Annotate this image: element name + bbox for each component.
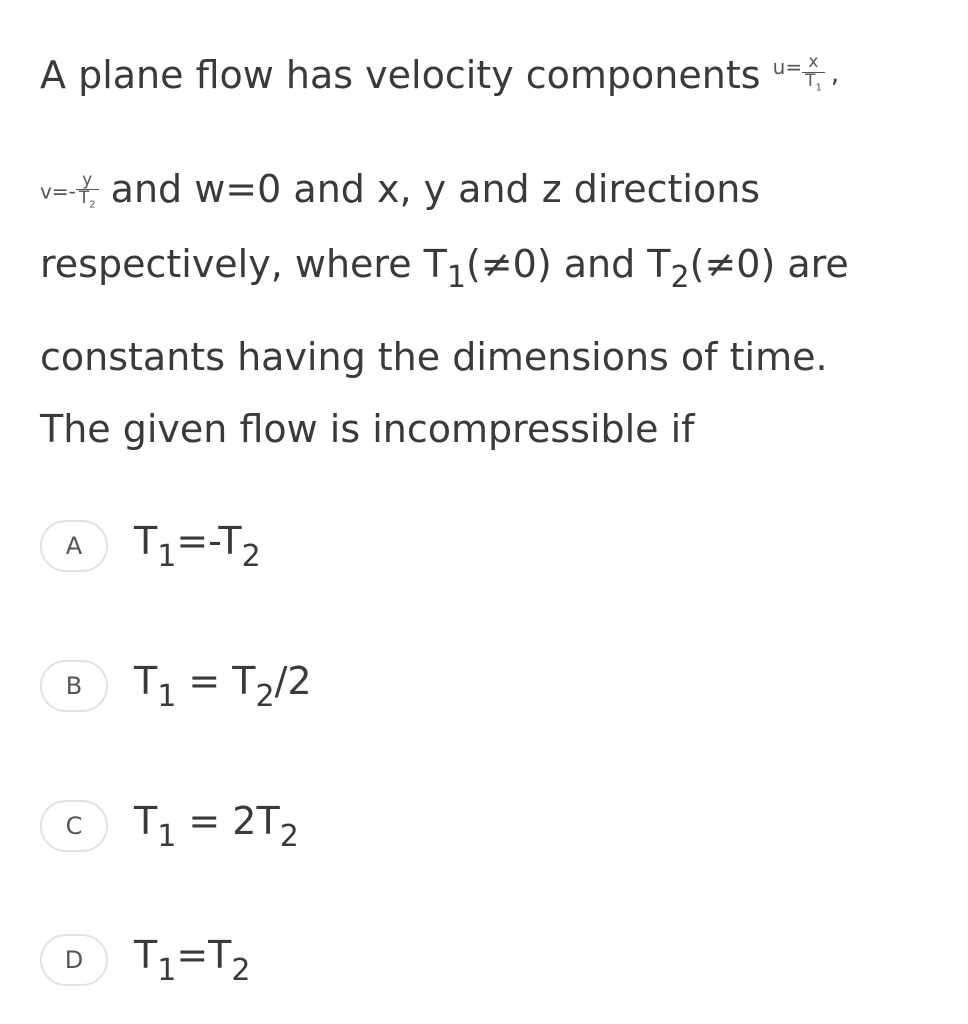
option-text: = T	[176, 658, 256, 703]
subscript: 2	[255, 678, 275, 714]
option-d[interactable]	[40, 930, 250, 990]
subscript: 2	[279, 818, 299, 854]
option-a-letter[interactable]: A	[40, 520, 108, 572]
u-den-symbol: T	[805, 70, 816, 91]
v-denominator	[76, 190, 99, 211]
v-den-subscript: 2	[89, 199, 96, 211]
option-b[interactable]	[40, 656, 312, 716]
v-fraction	[76, 169, 99, 212]
subscript: 1	[157, 538, 177, 574]
subscript: 2	[670, 260, 690, 295]
u-numerator: x	[802, 54, 825, 73]
option-text: =-T	[176, 518, 242, 563]
question-text: and w=0 and x, y and z directions	[98, 167, 761, 211]
u-denominator	[802, 70, 825, 94]
question-line-4: constants having the dimensions of time.	[40, 335, 828, 379]
u-den-subscript: 1	[815, 82, 822, 94]
subscript: 1	[157, 678, 177, 714]
question-text: respectively, where T	[40, 242, 447, 286]
option-a[interactable]	[40, 516, 261, 576]
v-den-symbol: T	[78, 188, 90, 209]
option-d-text[interactable]	[134, 933, 250, 988]
option-d-letter[interactable]: D	[40, 934, 108, 986]
option-text: = 2T	[176, 798, 280, 843]
option-b-letter[interactable]: B	[40, 660, 108, 712]
subscript: 1	[446, 260, 466, 295]
subscript: 1	[157, 952, 177, 988]
option-c-letter[interactable]: C	[40, 800, 108, 852]
question-line-1	[40, 52, 840, 97]
u-fraction	[802, 54, 825, 94]
v-numerator: y	[76, 172, 99, 191]
subscript: 2	[231, 952, 251, 988]
option-text: T	[134, 518, 158, 563]
option-text: T	[134, 932, 158, 977]
comma: ,	[830, 58, 840, 89]
subscript: 1	[157, 818, 177, 854]
question-text: (≠0) and T	[465, 242, 671, 286]
question-line-5: The given flow is incompressible if	[40, 407, 695, 451]
option-c-text[interactable]	[134, 799, 299, 854]
subscript: 2	[241, 538, 261, 574]
question-text: (≠0) are	[689, 242, 849, 286]
question-line-2	[40, 167, 761, 211]
v-equals: v=-	[40, 179, 76, 204]
option-text: =T	[176, 932, 232, 977]
question-text: A plane flow has velocity components	[40, 52, 761, 97]
question-line-3	[40, 242, 849, 295]
option-text: T	[134, 658, 158, 703]
option-text: /2	[274, 658, 312, 703]
option-c[interactable]	[40, 796, 299, 856]
option-a-text[interactable]	[134, 519, 261, 574]
option-b-text[interactable]	[134, 659, 312, 714]
u-equals: u=	[772, 54, 803, 79]
option-text: T	[134, 798, 158, 843]
